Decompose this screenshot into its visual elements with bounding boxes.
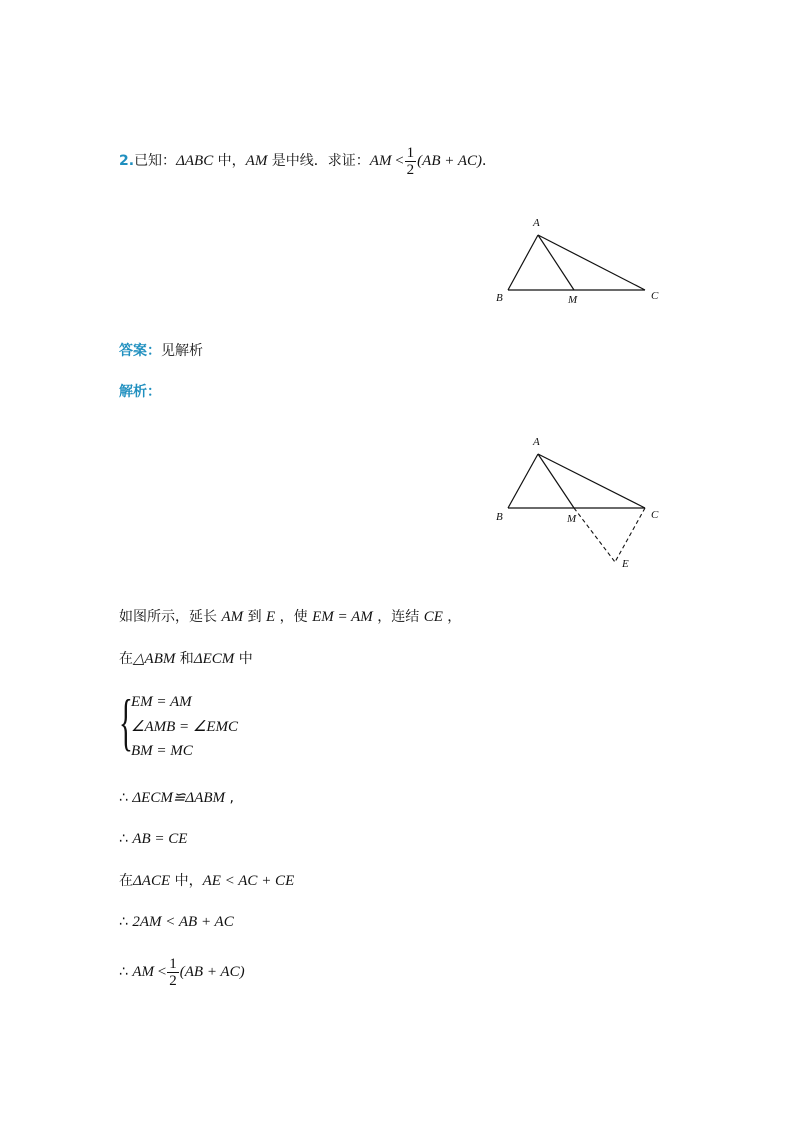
step-4 — [119, 829, 187, 849]
therefore-symbol: ∴ — [119, 964, 133, 980]
text-prove: 是中线．求证： — [267, 153, 370, 169]
math: 2AM < AB + AC — [132, 914, 234, 930]
label-b: B — [496, 292, 503, 304]
step-1 — [119, 607, 461, 627]
text-zhong: 中， — [213, 153, 246, 169]
step-7 — [119, 954, 245, 990]
math: CE — [423, 609, 443, 625]
math: AE < AC + CE — [202, 873, 295, 889]
side-ac — [538, 454, 645, 508]
math: ΔECM≌ΔABM — [132, 790, 226, 806]
label-c: C — [651, 509, 659, 521]
condition-2: ∠AMB = ∠EMC — [131, 719, 238, 735]
left-brace: { — [119, 686, 133, 757]
fraction-half — [405, 145, 417, 178]
label-a: A — [533, 436, 540, 448]
fraction-numerator: 1 — [406, 144, 415, 161]
answer-text: 见解析 — [161, 343, 203, 359]
step-text: , — [225, 790, 234, 806]
answer-label: 答案： — [119, 343, 161, 359]
fraction-denominator: 2 — [169, 972, 177, 989]
fraction-numerator: 1 — [169, 955, 177, 972]
label-m: M — [567, 513, 577, 525]
sum-expression: (AB + AC) — [417, 153, 483, 169]
answer-line — [119, 342, 203, 360]
label-m: M — [568, 294, 578, 306]
step-text: 在 — [119, 873, 133, 889]
triangle-abc: ΔABC — [176, 153, 214, 169]
math: (AB + AC) — [179, 964, 245, 980]
triangle-figure-2 — [490, 431, 670, 576]
label-a: A — [533, 217, 540, 229]
extension-me — [574, 508, 615, 562]
step-text: 在 — [119, 651, 133, 667]
analysis-label: 解析： — [119, 384, 161, 400]
side-ab — [508, 454, 538, 508]
median-am — [538, 235, 574, 290]
step-text: 如图所示，延长 — [119, 609, 222, 625]
less-than: < — [154, 964, 167, 980]
step-text: 中， — [170, 873, 203, 889]
label-e: E — [622, 558, 629, 570]
step-text: ， — [442, 609, 462, 625]
problem-statement — [119, 144, 496, 178]
problem-number: 2. — [119, 153, 135, 169]
step-text: ，使 — [275, 609, 313, 625]
math: AM — [132, 964, 155, 980]
math: AB = CE — [132, 831, 188, 847]
math: △ABM — [133, 651, 176, 667]
math: ΔACE — [133, 873, 171, 889]
math: AM — [221, 609, 244, 625]
therefore-symbol: ∴ — [119, 914, 133, 930]
side-ab — [508, 235, 538, 290]
step-text: 和 — [175, 651, 194, 667]
condition-1: EM = AM — [131, 694, 192, 710]
period: ． — [482, 153, 497, 169]
step-3 — [119, 788, 234, 808]
therefore-symbol: ∴ — [119, 790, 133, 806]
given-label: 已知： — [134, 153, 177, 169]
fraction-half — [167, 956, 179, 989]
therefore-symbol: ∴ — [119, 831, 133, 847]
segment-am: AM — [245, 153, 268, 169]
step-5 — [119, 871, 294, 891]
less-than: < — [391, 153, 404, 169]
fraction-denominator: 2 — [406, 161, 415, 178]
label-c: C — [651, 290, 659, 302]
segment-am-2: AM — [369, 153, 392, 169]
triangle-figure-1 — [490, 212, 670, 312]
math: EM = AM — [312, 609, 373, 625]
segment-ce — [615, 508, 645, 562]
median-am — [538, 454, 574, 508]
step-text: 到 — [243, 609, 267, 625]
step-text: ，连结 — [372, 609, 424, 625]
step-2 — [119, 649, 253, 669]
step-6 — [119, 912, 234, 932]
math: E — [266, 609, 276, 625]
step-text: 中 — [234, 651, 253, 667]
math: ΔECM — [193, 651, 235, 667]
condition-3: BM = MC — [131, 743, 193, 759]
label-b: B — [496, 511, 503, 523]
side-ac — [538, 235, 645, 290]
